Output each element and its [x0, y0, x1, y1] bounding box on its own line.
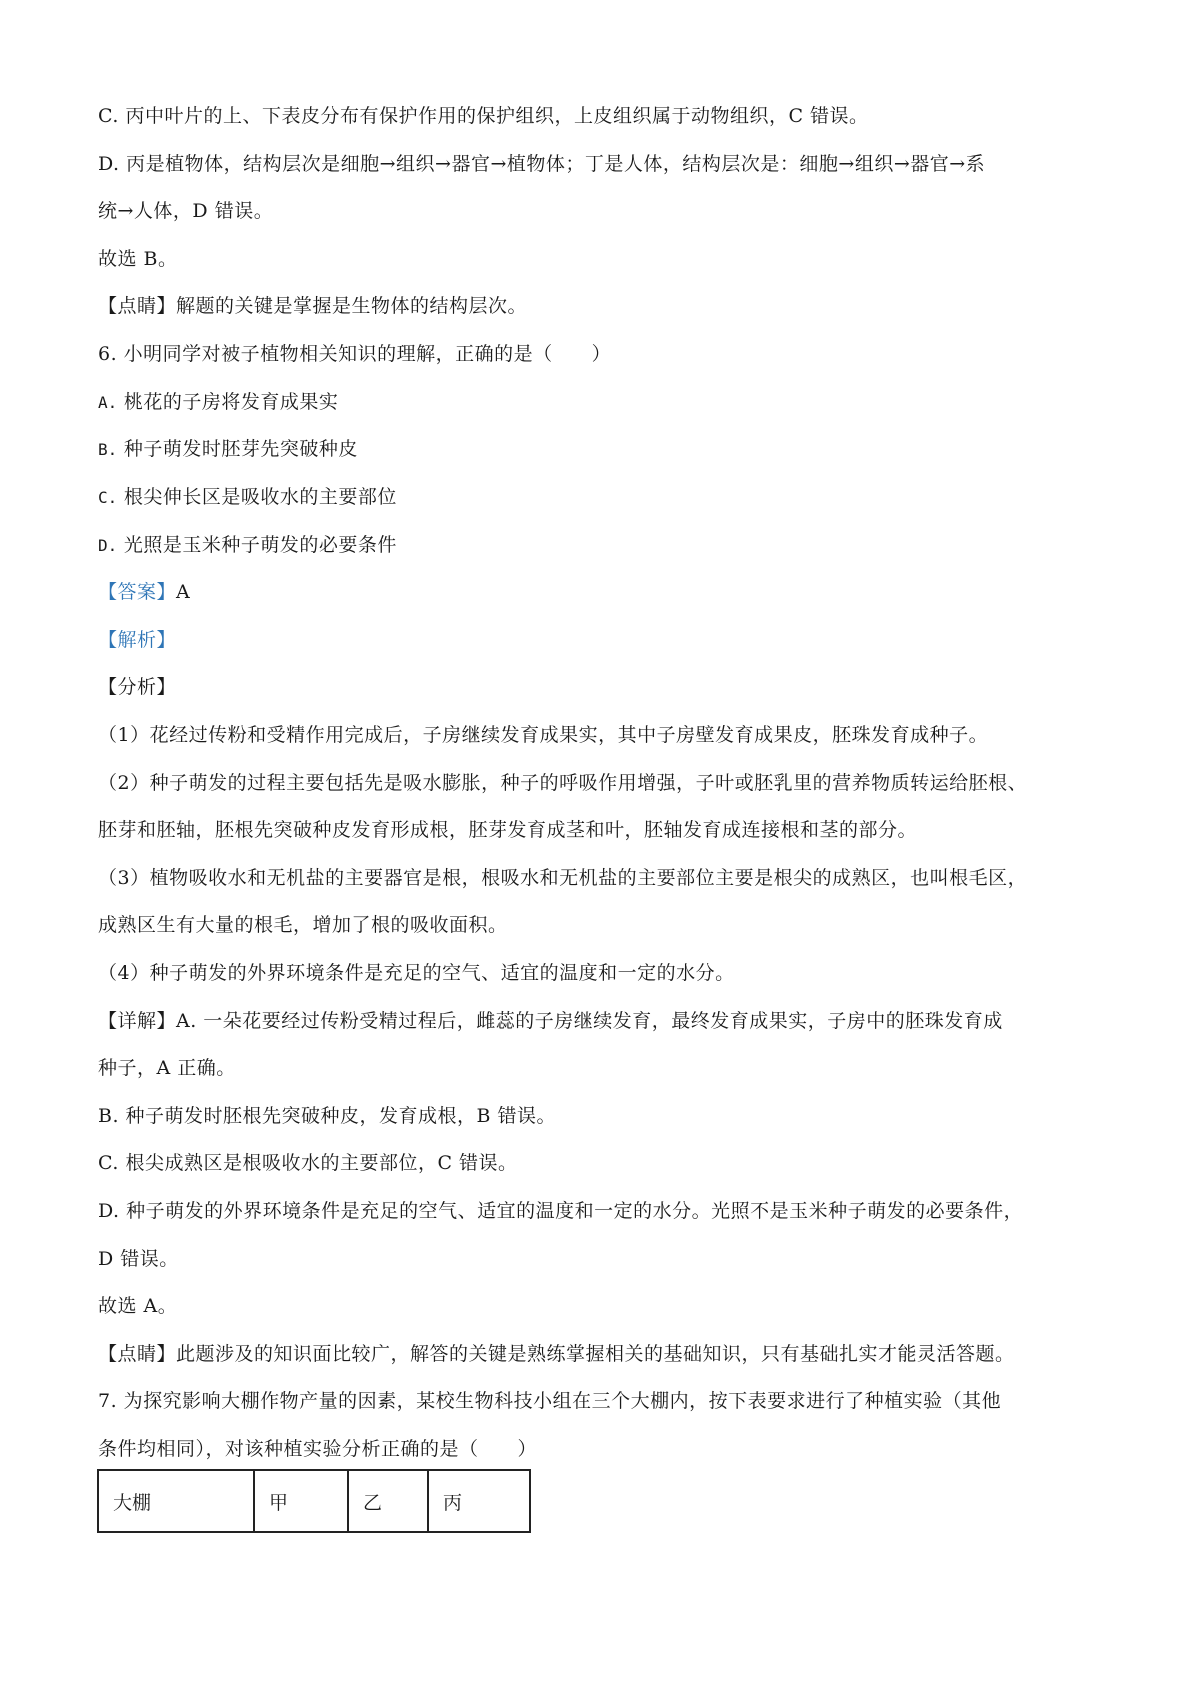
analysis-line: 胚芽和胚轴，胚根先突破种皮发育形成根，胚芽发育成茎和叶，胚轴发育成连接根和茎的部分。: [98, 819, 918, 841]
table-cell: 丙: [428, 1470, 530, 1532]
text-line: C. 丙中叶片的上、下表皮分布有保护作用的保护组织，上皮组织属于动物组织，C 错误。: [98, 105, 869, 127]
analysis-line: （4）种子萌发的外界环境条件是充足的空气、适宜的温度和一定的水分。: [98, 962, 735, 984]
option-letter: D.: [98, 536, 118, 555]
option-d: [98, 532, 397, 559]
fenxi-tag: 【分析】: [98, 676, 177, 698]
analysis-line: （3）植物吸收水和无机盐的主要器官是根，根吸水和无机盐的主要部位主要是根尖的成熟区，也叫根毛区，: [98, 867, 1028, 889]
table-cell: 乙: [348, 1470, 428, 1532]
table-cell: 甲: [254, 1470, 348, 1532]
answer-value: A: [176, 581, 191, 603]
option-text: 种子萌发时胚芽先突破种皮: [123, 438, 358, 460]
text-line: D. 丙是植物体，结构层次是细胞→组织→器官→植物体；丁是人体，结构层次是：细胞→组织→器官→系: [98, 153, 986, 175]
experiment-table: [97, 1469, 531, 1533]
answer-line: [98, 579, 190, 605]
option-a: [98, 389, 338, 416]
analysis-tag: 【解析】: [98, 629, 177, 651]
option-letter: C.: [98, 488, 118, 507]
detail-line: D 错误。: [98, 1248, 179, 1270]
question-6-stem: 6. 小明同学对被子植物相关知识的理解，正确的是（ ）: [98, 343, 612, 365]
analysis-line: （2）种子萌发的过程主要包括先是吸水膨胀，种子的呼吸作用增强，子叶或胚乳里的营养物质转运给胚根、: [98, 772, 1028, 794]
detail-line: B. 种子萌发时胚根先突破种皮，发育成根，B 错误。: [98, 1105, 557, 1127]
detail-line: 【详解】A. 一朵花要经过传粉受精过程后，雌蕊的子房继续发育，最终发育成果实，子房中的胚珠发育成: [98, 1010, 1003, 1032]
comment-line: 【点睛】解题的关键是掌握是生物体的结构层次。: [98, 295, 528, 317]
option-c: [98, 484, 397, 511]
table-row: [98, 1470, 530, 1532]
option-b: [98, 436, 358, 463]
detail-line: D. 种子萌发的外界环境条件是充足的空气、适宜的温度和一定的水分。光照不是玉米种子萌发的必要条件，: [98, 1200, 1024, 1222]
detail-line: 故选 A。: [98, 1295, 178, 1317]
comment-line: 【点睛】此题涉及的知识面比较广，解答的关键是熟练掌握相关的基础知识，只有基础扎实才能灵活答题。: [98, 1343, 1015, 1365]
answer-tag: 【答案】: [98, 581, 177, 603]
text-line: 统→人体，D 错误。: [98, 200, 274, 222]
table-cell: 大棚: [98, 1470, 254, 1532]
detail-line: C. 根尖成熟区是根吸收水的主要部位，C 错误。: [98, 1152, 518, 1174]
option-text: 光照是玉米种子萌发的必要条件: [123, 534, 397, 556]
question-7-stem-cont: 条件均相同），对该种植实验分析正确的是（ ）: [98, 1438, 538, 1460]
option-letter: B.: [98, 440, 118, 459]
text-line: 故选 B。: [98, 248, 178, 270]
option-letter: A.: [98, 393, 118, 412]
analysis-line: （1）花经过传粉和受精作用完成后，子房继续发育成果实，其中子房壁发育成果皮，胚珠发育成种子。: [98, 724, 989, 746]
detail-line: 种子，A 正确。: [98, 1057, 236, 1079]
option-text: 桃花的子房将发育成果实: [123, 391, 339, 413]
question-7-stem: 7. 为探究影响大棚作物产量的因素，某校生物科技小组在三个大棚内，按下表要求进行了种植实验（其他: [98, 1390, 1002, 1412]
analysis-line: 成熟区生有大量的根毛，增加了根的吸收面积。: [98, 914, 508, 936]
option-text: 根尖伸长区是吸收水的主要部位: [123, 486, 397, 508]
